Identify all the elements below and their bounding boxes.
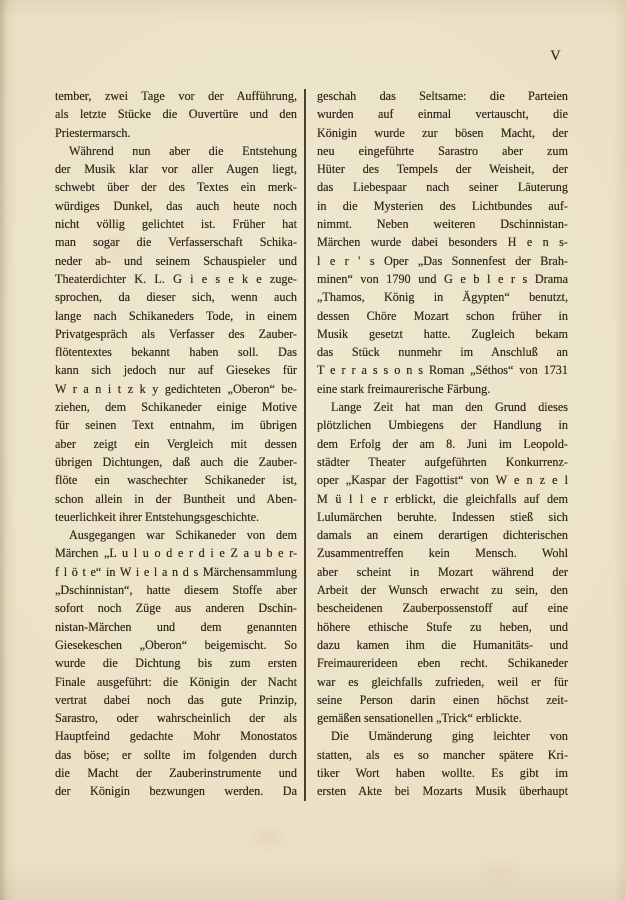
text-line: ersten Akte bei Mozarts Musik überhaupt: [317, 784, 568, 799]
text-line: gemäßen sensationellen „Trick“ erblickte.: [317, 711, 522, 726]
text-line: M ü l l e r erblickt, die gleichfalls auf dem: [317, 491, 568, 506]
text-line: Finale ausgeführt: die Königin der Nacht: [55, 674, 297, 689]
text-line: schon allein in der Buntheit und Aben-: [55, 491, 297, 506]
text-line: dessen Chöre Mozart schon früher in: [317, 308, 568, 323]
text-line: tember, zwei Tage vor der Aufführung,: [55, 89, 297, 103]
text-line: nistan-Märchen und dem genannten: [55, 619, 297, 634]
text-line: eine stark freimaurerische Färbung.: [317, 381, 491, 396]
column-divider-rule: [304, 89, 306, 801]
text-line: neu eingeführte Sarastro aber zum: [317, 143, 568, 158]
text-line: als letzte Stücke die Ouvertüre und den: [55, 107, 297, 122]
text-line: seine Person darin einen höchst zeit-: [317, 692, 568, 707]
text-line: Priestermarsch.: [55, 125, 131, 140]
text-line: damals an einem derartigen dichterischen: [317, 528, 568, 543]
text-line: Die Umänderung ging leichter von: [331, 729, 568, 744]
text-line: Ausgegangen war Schikaneder von dem: [69, 528, 297, 543]
text-line: Märchen „L u l u o d e r d i e Z a u b e r-: [55, 546, 297, 561]
text-line: oper „Kaspar der Fagottist“ von W e n z e l: [317, 473, 568, 488]
text-line: neder ab- und seinem Schauspieler und: [55, 253, 297, 268]
text-line: war es gleichfalls zufrieden, weil er für: [317, 674, 568, 689]
text-line: man sogar die Verfasserschaft Schika-: [55, 235, 297, 250]
text-line: aber scheint in Mozart während der: [317, 564, 568, 579]
text-line: Hauptfeind gedachte Mohr Monostatos: [55, 729, 297, 744]
text-line: Zusammentreffen kein Mensch. Wohl: [317, 546, 568, 561]
text-line: T e r r a s s o n s Roman „Séthos“ von 1731: [317, 363, 568, 378]
text-line: das Stück nunmehr im Anschluß an: [317, 345, 568, 360]
text-line: Märchen wurde dabei besonders H e n s-: [317, 235, 568, 250]
text-line: Arbeit der Wunsch erwacht zu sein, den: [317, 583, 568, 598]
text-line: flöte ein waschechter Schikaneder ist,: [55, 473, 297, 488]
text-line: dazu kamen ihm die Humanitäts- und: [317, 637, 568, 652]
text-column-right: [317, 87, 568, 801]
text-line: f l ö t e“ in W i e l a n d s Märchensammlung: [55, 564, 297, 579]
text-line: „Thamos, König in Ägypten“ benutzt,: [317, 290, 568, 305]
text-line: „Dschinnistan“, hatte diesem Stoffe aber: [55, 583, 297, 598]
text-line: Giesekeschen „Oberon“ beigemischt. So: [55, 637, 297, 652]
text-line: schwebt über der des Textes ein merk-: [55, 180, 297, 195]
text-line: der Königin bezwungen werden. Da: [55, 784, 297, 799]
text-line: minen“ von 1790 und G e b l e r s Drama: [317, 271, 568, 286]
text-line: übrigen Dichtungen, daß auch die Zauber-: [55, 454, 297, 469]
text-line: teuerlichkeit ihrer Entstehungsgeschichte.: [55, 509, 260, 524]
text-column-left: [55, 87, 297, 801]
text-line: l e r ' s Oper „Das Sonnenfest der Brah-: [317, 253, 568, 268]
text-line: plötzlichen Umbiegens der Handlung in: [317, 418, 568, 433]
text-line: in die Mysterien des Lichtbundes auf-: [317, 198, 568, 213]
text-line: vertrat dabei noch das gute Prinzip,: [55, 692, 297, 707]
text-line: Lange Zeit hat man den Grund dieses: [331, 400, 568, 415]
text-line: nimmt. Neben weiteren Dschinnistan-: [317, 217, 568, 232]
text-line: flötentextes bekannt haben soll. Das: [55, 345, 297, 360]
text-line: ziehen, dem Schikaneder einige Motive: [55, 400, 297, 415]
text-line: Freimaurerideen eben recht. Schikaneder: [317, 656, 568, 671]
text-line: dem Erfolg der am 8. Juni im Leopold-: [317, 436, 568, 451]
text-line: sprochen, da dieser sich, wenn auch: [55, 290, 297, 305]
text-line: sofort noch Züge aus anderen Dschin-: [55, 601, 297, 616]
text-line: geschah das Seltsame: die Parteien: [317, 89, 568, 103]
text-line: nicht völlig gelichtet ist. Früher hat: [55, 217, 297, 232]
text-line: W r a n i t z k y gedichteten „Oberon“ be-: [55, 381, 297, 396]
text-line: Sarastro, oder wahrscheinlich der als: [55, 711, 297, 726]
text-line: Musik gesetzt hatte. Zugleich bekam: [317, 326, 568, 341]
text-line: höhere ethische Stufe zu heben, und: [317, 619, 568, 634]
text-line: tiker Wort haben wollte. Es gibt im: [317, 765, 568, 780]
text-line: aber zeigt ein Vergleich mit dessen: [55, 436, 297, 451]
text-line: das Liebespaar nach seiner Läuterung: [317, 180, 568, 195]
text-line: kann sich jedoch nur auf Giesekes für: [55, 363, 297, 378]
text-line: die Macht der Zauberinstrumente und: [55, 765, 297, 780]
text-line: Hüter des Tempels der Weisheit, der: [317, 162, 568, 177]
text-line: würdiges Dunkel, das auch heute noch: [55, 198, 297, 213]
text-line: wurden auf einmal vertauscht, die: [317, 107, 568, 122]
text-line: für seinen Text entnahm, im übrigen: [55, 418, 297, 433]
text-line: Privatgespräch als Verfasser des Zauber-: [55, 326, 297, 341]
text-line: der Musik klar vor aller Augen liegt,: [55, 162, 297, 177]
text-line: lange nach Schikaneders Tode, in einem: [55, 308, 297, 323]
text-line: Während nun aber die Entstehung: [69, 143, 297, 158]
page-number: V: [550, 48, 562, 64]
text-line: Theaterdichter K. L. G i e s e k e zuge-: [55, 271, 297, 286]
text-line: Lulumärchen beruhte. Indessen stieß sich: [317, 509, 568, 524]
text-line: städter Theater aufgeführten Konkurrenz-: [317, 454, 568, 469]
text-line: Königin wurde zur bösen Macht, der: [317, 125, 568, 140]
text-line: das böse; er sollte im folgenden durch: [55, 747, 297, 762]
text-line: statten, als es so mancher spätere Kri-: [317, 747, 568, 762]
text-line: bescheidenen Zauberpossenstoff auf eine: [317, 601, 568, 616]
text-line: wurde die Dichtung bis zum ersten: [55, 656, 297, 671]
